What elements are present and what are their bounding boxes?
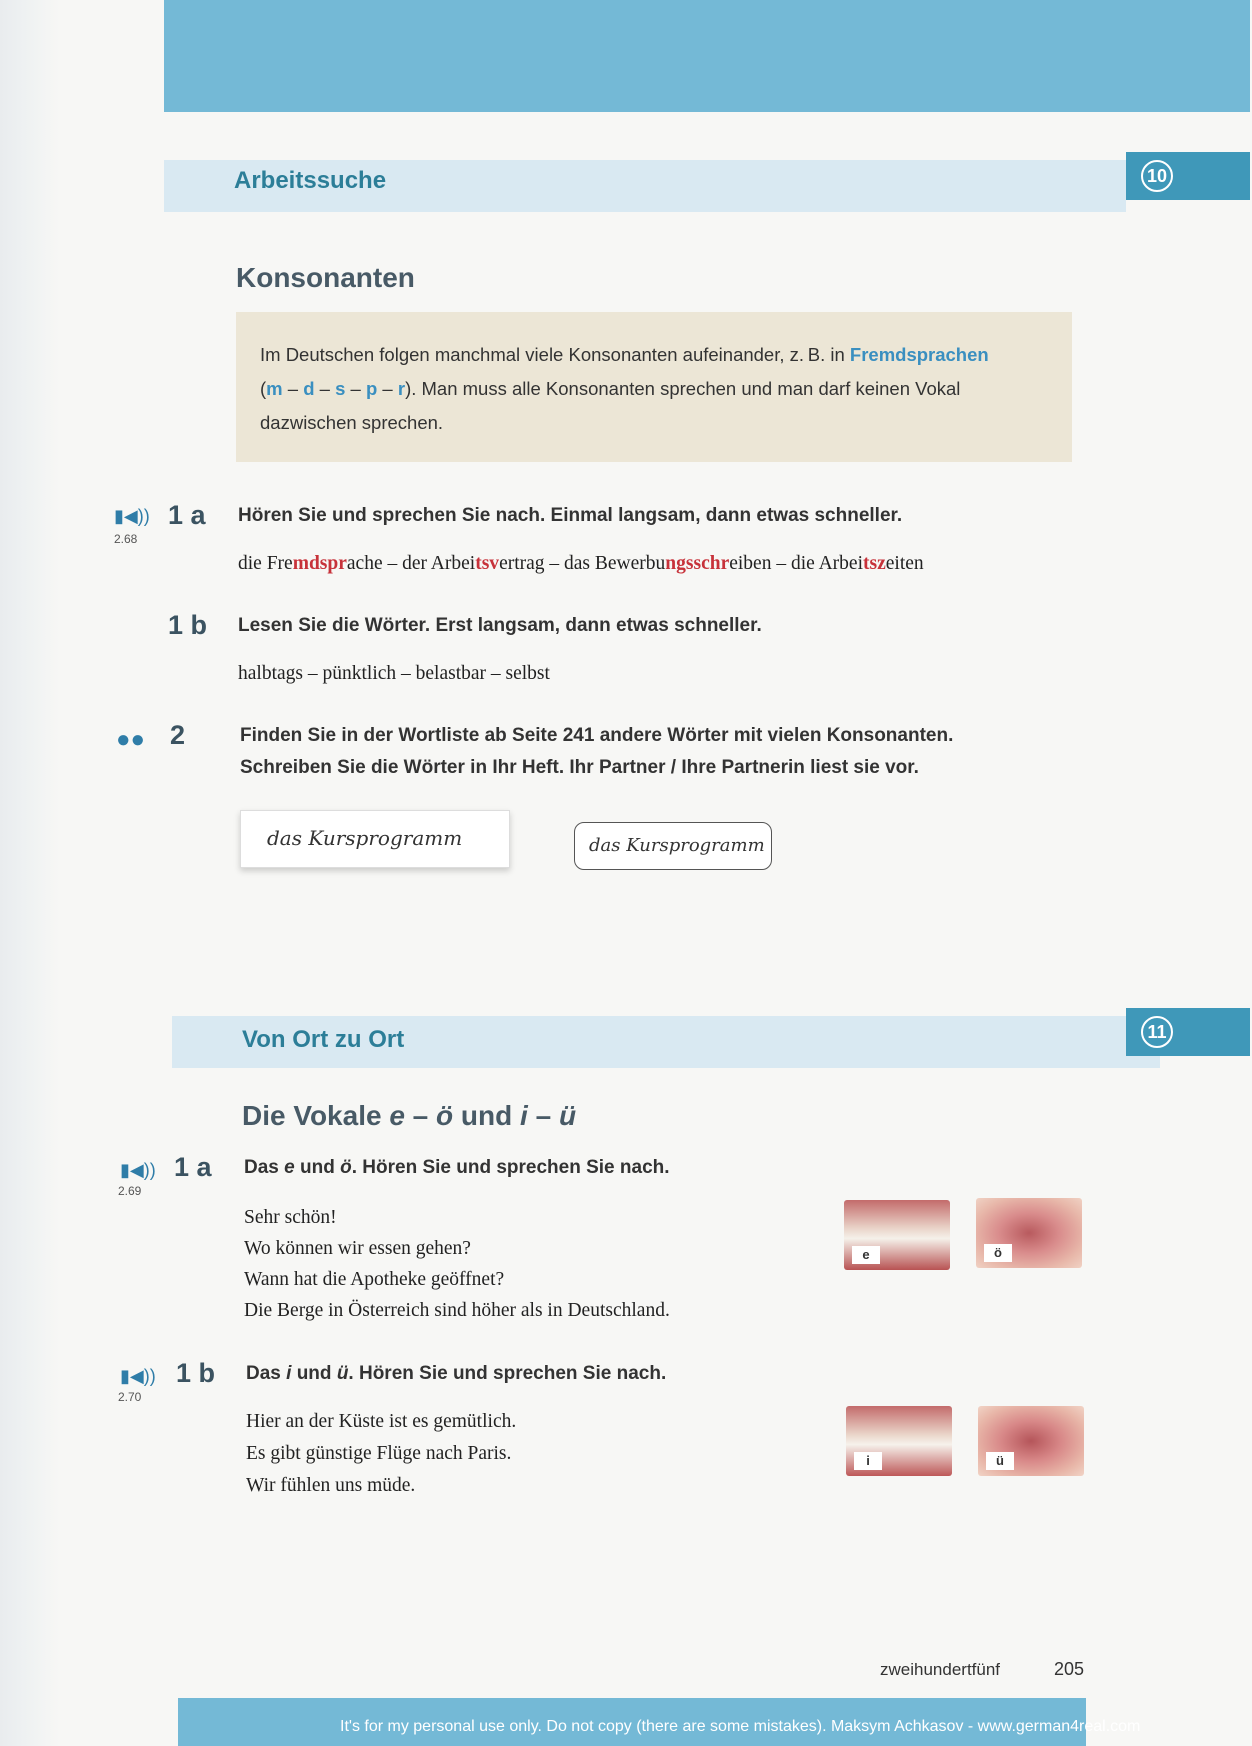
heading-vowel: ü: [558, 1100, 577, 1131]
instr-part: . Hören Sie und sprechen Sie nach.: [348, 1363, 667, 1384]
audio-track-number: 2.69: [118, 1184, 142, 1198]
instr-vowel: e: [284, 1157, 295, 1178]
speech-bubble-text: das Kursprogramm: [589, 835, 765, 856]
heading-part: Die Vokale: [242, 1100, 390, 1131]
exercise-number: 2: [170, 720, 186, 750]
heading-vowel: e: [389, 1100, 405, 1131]
section-number-tab: [1126, 152, 1250, 200]
rule-letters: (m – d – s – p – r): [260, 378, 412, 399]
example-card-text: das Kursprogramm: [267, 826, 463, 850]
consonant-cluster: mdspr: [292, 553, 347, 574]
mouth-photo-o: [976, 1198, 1082, 1268]
speaker-icon[interactable]: ▮◀)): [120, 1366, 156, 1386]
rule-letter: m: [266, 378, 283, 399]
consonant-cluster: ngsschr: [665, 553, 730, 574]
section-title: Von Ort zu Ort: [242, 1026, 405, 1053]
audio-track-number: 2.70: [118, 1390, 142, 1404]
sentence: Wann hat die Apotheke geöffnet?: [244, 1269, 505, 1290]
rule-box: [236, 312, 1072, 462]
sentence: Wir fühlen uns müde.: [246, 1475, 416, 1496]
exercise-instruction-line2: Schreiben Sie die Wörter in Ihr Heft. Ihr Partner / Ihre Partnerin liest sie vor.: [240, 757, 919, 778]
photo-label: e: [852, 1246, 880, 1264]
word-part: eiben: [729, 553, 772, 574]
sentence: Wo können wir essen gehen?: [244, 1238, 471, 1259]
consonant-cluster: tsv: [475, 553, 500, 574]
consonant-word-list: die Fremdsprache – der Arbeitsvertrag – das Bewerbungsschreiben – die Arbeitszeiten: [238, 553, 924, 574]
instr-part: . Hören Sie und sprechen Sie nach.: [351, 1157, 670, 1178]
rule-letter: p: [365, 378, 378, 399]
heading-part: –: [527, 1100, 559, 1131]
page-number-word: zweihundertfünf: [880, 1660, 1001, 1679]
word-part: die Fre: [238, 553, 293, 574]
top-color-band: [164, 0, 1250, 112]
people-icon: ●●: [116, 726, 145, 753]
word-part: eiten: [885, 553, 924, 574]
instr-vowel: i: [286, 1363, 292, 1384]
instr-part: und: [294, 1157, 341, 1178]
photo-label: ü: [986, 1452, 1014, 1470]
mouth-photo-i: [846, 1406, 952, 1476]
word-part: die Arbei: [790, 553, 863, 574]
word-part: ache: [346, 553, 383, 574]
word-part: ertrag: [499, 553, 545, 574]
speech-bubble: [574, 822, 772, 870]
instr-part: und: [291, 1363, 337, 1384]
instr-vowel: ü: [336, 1363, 349, 1384]
instr-vowel: ö: [340, 1157, 352, 1178]
word-list: halbtags – pünktlich – belastbar – selbst: [238, 663, 550, 684]
example-card: [240, 810, 510, 868]
mouth-photo-u: [978, 1406, 1084, 1476]
section-number: 11: [1141, 1016, 1173, 1048]
exercise-number: 1 b: [168, 610, 208, 640]
page-heading: [242, 1100, 576, 1132]
rule-keyword: Fremdsprachen: [849, 344, 989, 365]
rule-letter: r: [397, 378, 406, 399]
page-number: 205: [1054, 1659, 1085, 1679]
word-part: das Bewerbu: [564, 553, 666, 574]
exercise-instruction: [246, 1358, 666, 1390]
sentence: Es gibt günstige Flüge nach Paris.: [246, 1443, 512, 1464]
sentence: Die Berge in Österreich sind höher als in Deutschland.: [244, 1300, 670, 1321]
exercise-number: 1 b: [176, 1358, 216, 1388]
consonant-cluster: tsz: [863, 553, 886, 574]
watermark-text: It's for my personal use only. Do not copy (there are some mistakes). Maksym Achkasov - www.german4real.com: [340, 1718, 1141, 1735]
heading-part: –: [404, 1100, 437, 1131]
photo-label: i: [854, 1452, 882, 1470]
heading-part: und: [453, 1100, 521, 1131]
rule-letter: d: [303, 378, 315, 399]
speaker-icon[interactable]: ▮◀)): [120, 1160, 156, 1180]
exercise-instruction-line1: Finden Sie in der Wortliste ab Seite 241 andere Wörter mit vielen Konsonanten.: [240, 725, 954, 746]
mouth-photo-e: [844, 1200, 950, 1270]
rule-text-part2: . Man muss alle Konsonanten sprechen und man darf keinen Vokal dazwischen sprechen.: [260, 378, 961, 433]
audio-track-number: 2.68: [114, 532, 138, 546]
word-part: der Arbei: [402, 553, 476, 574]
photo-label: ö: [984, 1244, 1012, 1262]
exercise-instruction: Hören Sie und sprechen Sie nach. Einmal langsam, dann etwas schneller.: [238, 505, 903, 526]
sentence-list: [246, 1406, 516, 1502]
sentence: Hier an der Küste ist es gemütlich.: [246, 1411, 517, 1432]
section-number-tab: [1126, 1008, 1250, 1056]
instr-part: Das: [246, 1363, 287, 1384]
heading-vowel: ö: [436, 1100, 454, 1131]
instr-part: Das: [244, 1157, 285, 1178]
rule-text-part1: Im Deutschen folgen manchmal viele Konsonanten aufeinander, z. B. in: [260, 344, 850, 365]
speaker-icon[interactable]: ▮◀)): [114, 506, 150, 526]
page-heading: Konsonanten: [236, 262, 415, 293]
sentence: Sehr schön!: [244, 1207, 337, 1228]
section-number: 10: [1141, 160, 1173, 192]
exercise-number: 1 a: [168, 500, 206, 530]
exercise-instruction: [244, 1152, 670, 1184]
exercise-number: 1 a: [174, 1152, 212, 1182]
sentence-list: [244, 1202, 670, 1326]
exercise-instruction: Lesen Sie die Wörter. Erst langsam, dann etwas schneller.: [238, 615, 762, 636]
rule-text: [260, 338, 1050, 440]
rule-letter: s: [335, 378, 346, 399]
heading-vowel: i: [520, 1100, 528, 1131]
page-gutter-shadow: [0, 0, 60, 1746]
bottom-color-band: [178, 1698, 1141, 1746]
section-title: Arbeitssuche: [234, 167, 387, 194]
